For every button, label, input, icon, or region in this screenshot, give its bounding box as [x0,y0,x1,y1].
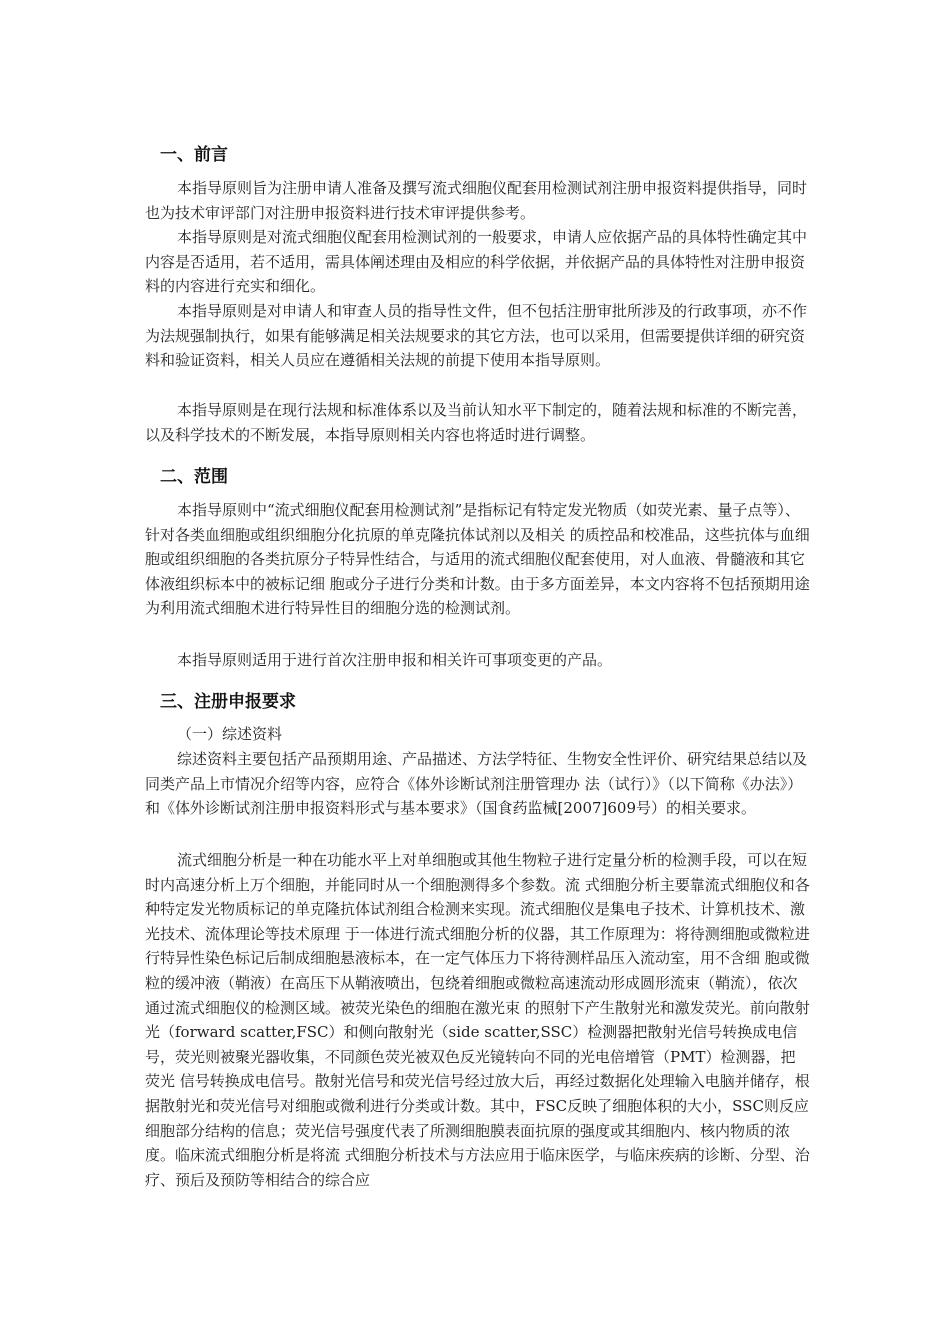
scope-paragraph-1: 本指导原则中“流式细胞仪配套用检测试剂”是指标记有特定发光物质（如荧光素、量子点等）、针对各类血细胞或组织细胞分化抗原的单克隆抗体试剂以及相关 的质控品和校准品，这些抗体与血细胞或组织细胞的各类抗原分子特异性结合，与适用的流式细胞仪配套使用，对人血液、骨髓液和其它体液组织标本中的被标记细 胞或分子进行分类和计数。由于多方面差异，本文内容将不包括预期用途为利用流式细胞术进行特异性目的细胞分选的检测试剂。 [145,501,810,618]
overview-paragraph-1: 综述资料主要包括产品预期用途、产品描述、方法学特征、生物安全性评价、研究结果总结以及同类产品上市情况介绍等内容，应符合《体外诊断试剂注册管理办 法（试行）》（以下简称《办法》）和《体外诊断试剂注册申报资料形式与基本要求》（国食药监械[2007]609号）的相关要求。 [145,750,808,818]
preface-paragraph-3: 本指导原则是对申请人和审查人员的指导性文件，但不包括注册审批所涉及的行政事项，亦不作为法规强制执行，如果有能够满足相关法规要求的其它方法，也可以采用，但需要提供详细的研究资料和验证资料，相关人员应在遵循相关法规的前提下使用本指导原则。 [145,302,808,370]
preface-paragraph-1: 本指导原则旨为注册申请人准备及撰写流式细胞仪配套用检测试剂注册申报资料提供指导，同时也为技术审评部门对注册申报资料进行技术审评提供参考。 [145,179,808,222]
scope-paragraph-2: 本指导原则适用于进行首次注册申报和相关许可事项变更的产品。 [177,651,613,669]
preface-paragraph-2: 本指导原则是对流式细胞仪配套用检测试剂的一般要求，申请人应依据产品的具体特性确定其中内容是否适用，若不适用，需具体阐述理由及相应的科学依据，并依据产品的具体特性对注册申报资料的内容进行充实和细化。 [145,228,808,296]
subsection-heading-overview: （一）综述资料 [177,725,283,743]
section-heading-requirements: 三、注册申报要求 [160,692,296,712]
preface-paragraph-4: 本指导原则是在现行法规和标准体系以及当前认知水平下制定的，随着法规和标准的不断完善，以及科学技术的不断发展，本指导原则相关内容也将适时进行调整。 [145,401,808,444]
overview-paragraph-2: 流式细胞分析是一种在功能水平上对单细胞或其他生物粒子进行定量分析的检测手段，可以在短时内高速分析上万个细胞，并能同时从一个细胞测得多个参数。流 式细胞分析主要靠流式细胞仪和各种特定发光物质标记的单克隆抗体试剂组合检测来实现。流式细胞仪是集电子技术、计算机技术、激光技术、流体理论等技术原理 于一体进行流式细胞分析的仪器，其工作原理为：将待测细胞或微粒进行特异性染色标记后制成细胞悬液标本，在一定气体压力下将待测样品压入流动室，用不含细 胞或微粒的缓冲液（鞘液）在高压下从鞘液喷出，包绕着细胞或微粒高速流动形成圆形流束（鞘流），依次通过流式细胞仪的检测区域。被荧光染色的细胞在激光束 的照射下产生散射光和激发荧光。前向散射光（forward scatter,FSC）和侧向散射光（side scatter,SSC）检测器把散射光信号转换成电信号，荧光则被聚光器收集，不同颜色荧光被双色反光镜转向不同的光电倍增管（PMT）检测器，把荧光 信号转换成电信号。散射光信号和荧光信号经过放大后，再经过数据化处理输入电脑并储存，根据散射光和荧光信号对细胞或微利进行分类或计数。其中，FSC反映了细胞体积的大小，SSC则反应细胞部分结构的信息；荧光信号强度代表了所测细胞膜表面抗原的强度或其细胞内、核内物质的浓度。临床流式细胞分析是将流 式细胞分析技术与方法应用于临床医学，与临床疾病的诊断、分型、治疗、预后及预防等相结合的综合应 [145,851,810,1189]
section-heading-scope: 二、范围 [160,467,228,487]
section-heading-preface: 一、前言 [160,145,228,165]
